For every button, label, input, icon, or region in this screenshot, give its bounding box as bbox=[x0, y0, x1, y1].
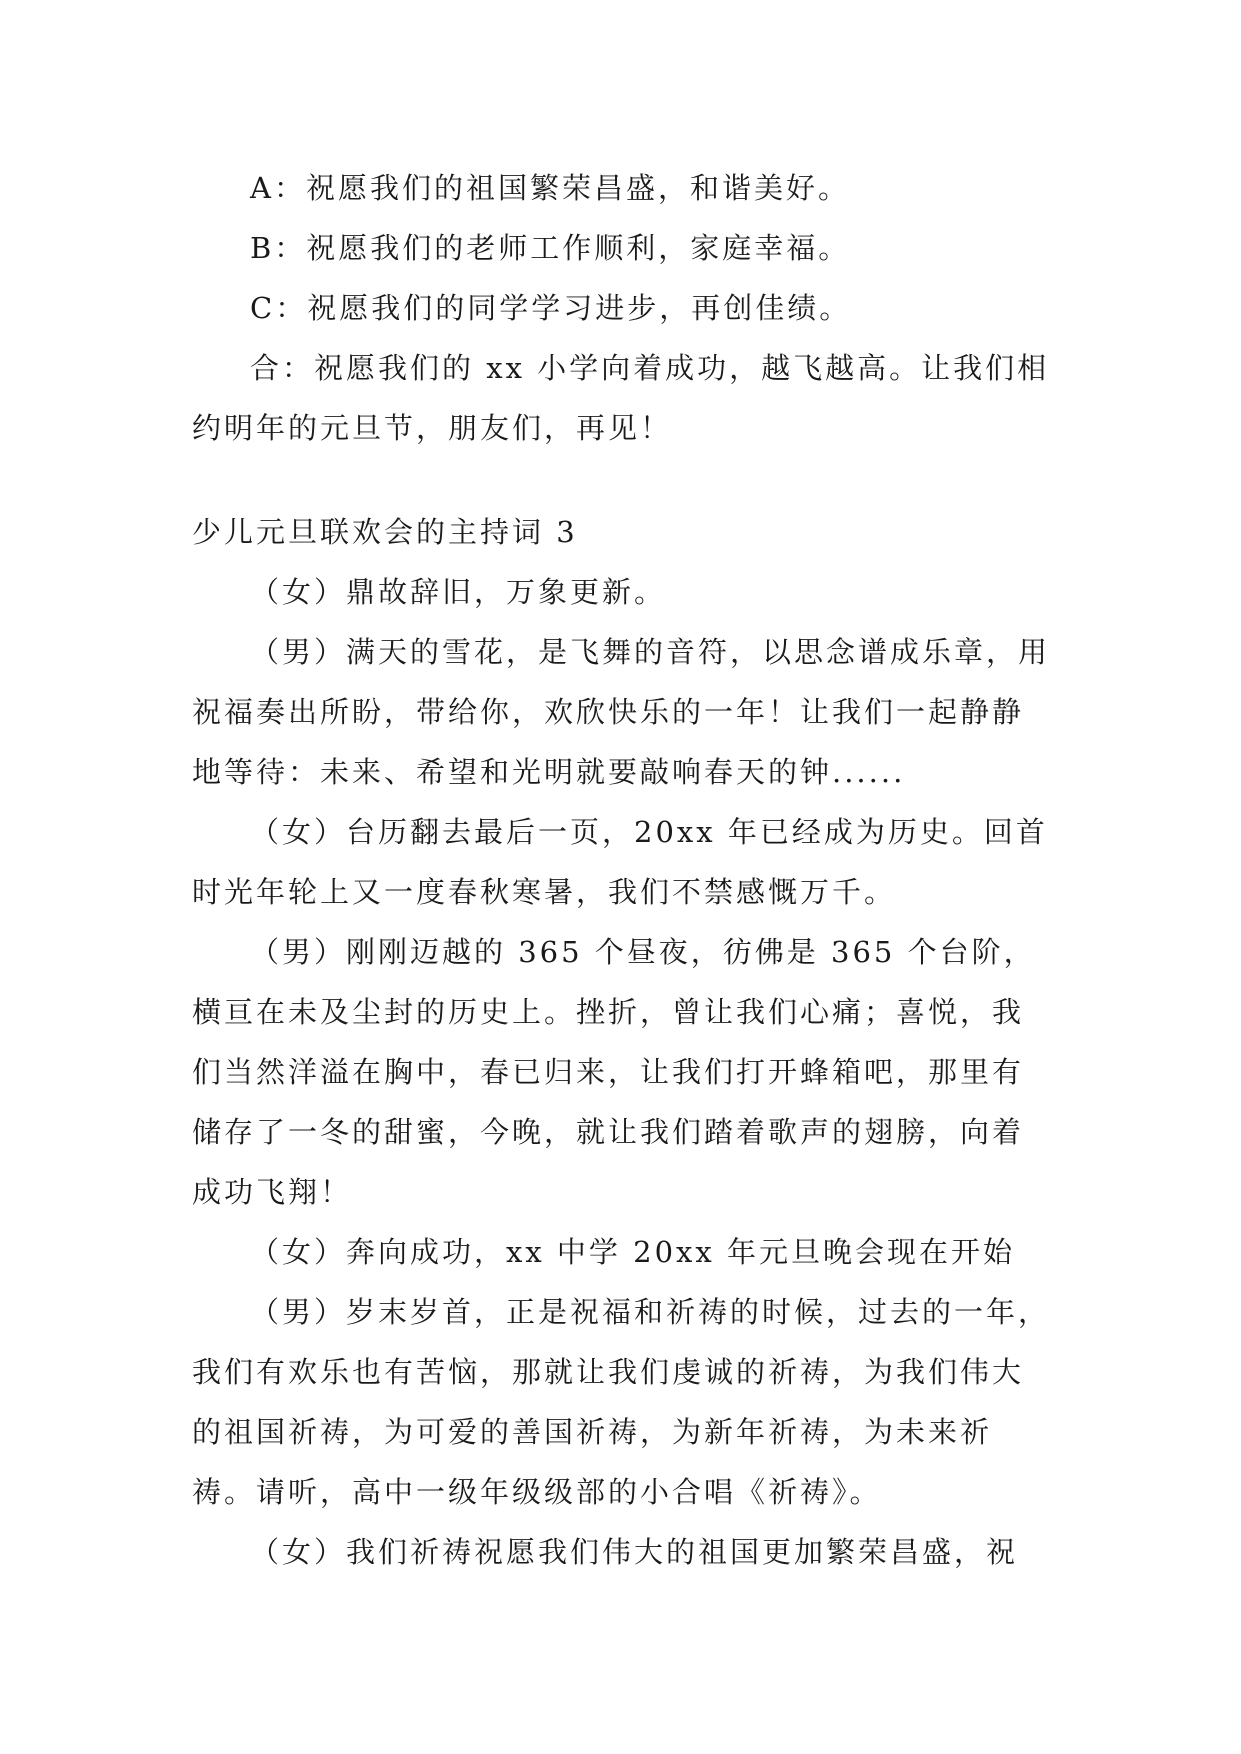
paragraph-host-female-1: （女）鼎故辞旧，万象更新。 bbox=[250, 575, 667, 609]
paragraph-wish-a: A：祝愿我们的祖国繁荣昌盛，和谐美好。 bbox=[250, 171, 850, 205]
paragraph-host-male-2: （男）刚刚迈越的 365 个昼夜，彷佛是 365 个台阶，横亘在未及尘封的历史上。挫折，曾让我们心痛；喜悦，我们当然洋溢在胸中，春已归来，让我们打开蜂箱吧，那里有储存了一冬的甜蜜，今晚，就让我们踏着歌声的翅膀，向着成功飞翔！ bbox=[192, 935, 1036, 1209]
paragraph-host-male-1: （男）满天的雪花，是飞舞的音符，以思念谱成乐章，用祝福奏出所盼，带给你，欢欣快乐的一年！让我们一起静静地等待：未来、希望和光明就要敲响春天的钟...... bbox=[192, 635, 1051, 789]
paragraph-wish-c: C：祝愿我们的同学学习进步，再创佳绩。 bbox=[250, 291, 852, 325]
paragraph-host-female-2: （女）台历翻去最后一页，20xx 年已经成为历史。回首时光年轮上又一度春秋寒暑，我们不禁感慨万千。 bbox=[192, 815, 1048, 909]
paragraph-wish-all: 合：祝愿我们的 xx 小学向着成功，越飞越高。让我们相约明年的元旦节，朋友们，再见！ bbox=[192, 351, 1050, 445]
paragraph-host-male-3: （男）岁末岁首，正是祝福和祈祷的时候，过去的一年，我们有欢乐也有苦恼，那就让我们虔诚的祈祷，为我们伟大的祖国祈祷，为可爱的善国祈祷，为新年祈祷，为未来祈祷。请听，高中一级年级级部的小合唱《祈祷》。 bbox=[192, 1295, 1051, 1509]
document-body bbox=[192, 158, 1052, 1582]
paragraph-wish-b: B：祝愿我们的老师工作顺利，家庭幸福。 bbox=[250, 231, 851, 265]
paragraph-host-female-3: （女）奔向成功，xx 中学 20xx 年元旦晚会现在开始 bbox=[250, 1235, 1015, 1269]
section-title: 少儿元旦联欢会的主持词 3 bbox=[192, 515, 578, 549]
paragraph-host-female-4: （女）我们祈祷祝愿我们伟大的祖国更加繁荣昌盛，祝 bbox=[250, 1535, 1019, 1569]
